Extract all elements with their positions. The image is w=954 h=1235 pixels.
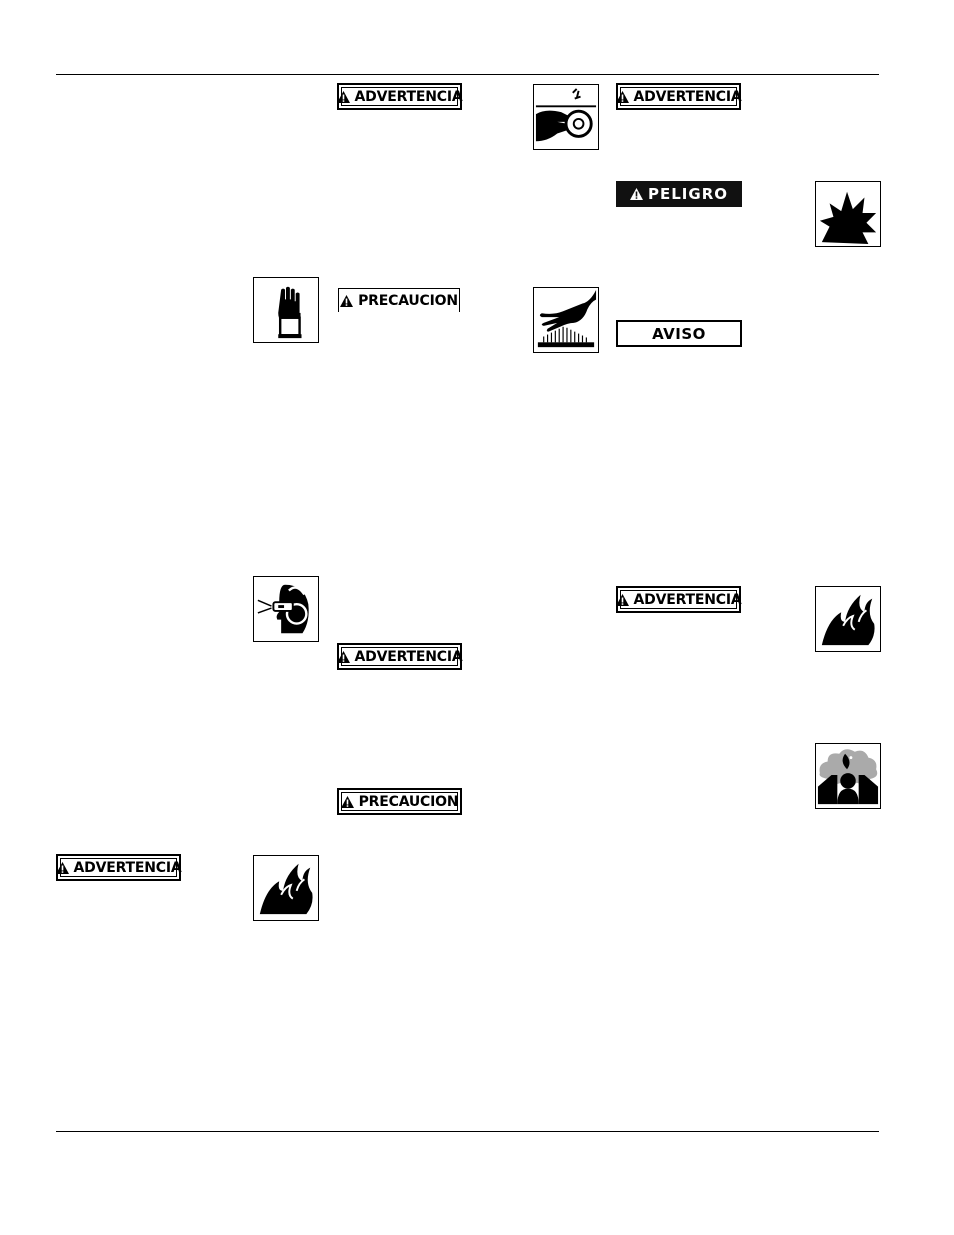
warning-triangle-icon (341, 796, 354, 808)
advertencia-sign-2 (337, 643, 462, 670)
fire-hazard-icon (253, 855, 319, 921)
warning-triangle-icon (340, 295, 353, 307)
advertencia-sign-1 (337, 83, 462, 110)
eye-and-ear-protection-icon (253, 576, 319, 642)
sign-label: ADVERTENCIA (354, 648, 463, 665)
top-rule (56, 74, 879, 75)
sign-label: ADVERTENCIA (633, 88, 742, 105)
warning-triangle-icon (616, 594, 629, 606)
sign-label: AVISO (652, 324, 706, 343)
advertencia-sign-5 (616, 586, 741, 613)
toxic-fumes-icon (815, 743, 881, 809)
explosion-hazard-icon (815, 181, 881, 247)
hot-surface-icon (533, 287, 599, 353)
protective-glove-icon (253, 277, 319, 343)
sign-label: ADVERTENCIA (354, 88, 463, 105)
warning-triangle-icon (56, 862, 69, 874)
warning-triangle-icon (337, 651, 350, 663)
peligro-sign (616, 181, 742, 207)
fire-hazard-icon-2 (815, 586, 881, 652)
aviso-sign (616, 320, 742, 347)
precaucion-sign-1 (338, 288, 460, 312)
advertencia-sign-4 (616, 83, 741, 110)
sign-label: ADVERTENCIA (73, 859, 182, 876)
sign-label: PRECAUCION (358, 793, 459, 810)
bottom-rule (56, 1131, 879, 1132)
warning-triangle-icon (337, 91, 350, 103)
precaucion-sign-2 (337, 788, 462, 815)
pinch-point-icon (533, 84, 599, 150)
sign-label: PELIGRO (648, 185, 728, 203)
advertencia-sign-3 (56, 854, 181, 881)
sign-label: ADVERTENCIA (633, 591, 742, 608)
sign-label: PRECAUCION (358, 292, 458, 309)
warning-triangle-icon (630, 188, 643, 200)
warning-triangle-icon (616, 91, 629, 103)
